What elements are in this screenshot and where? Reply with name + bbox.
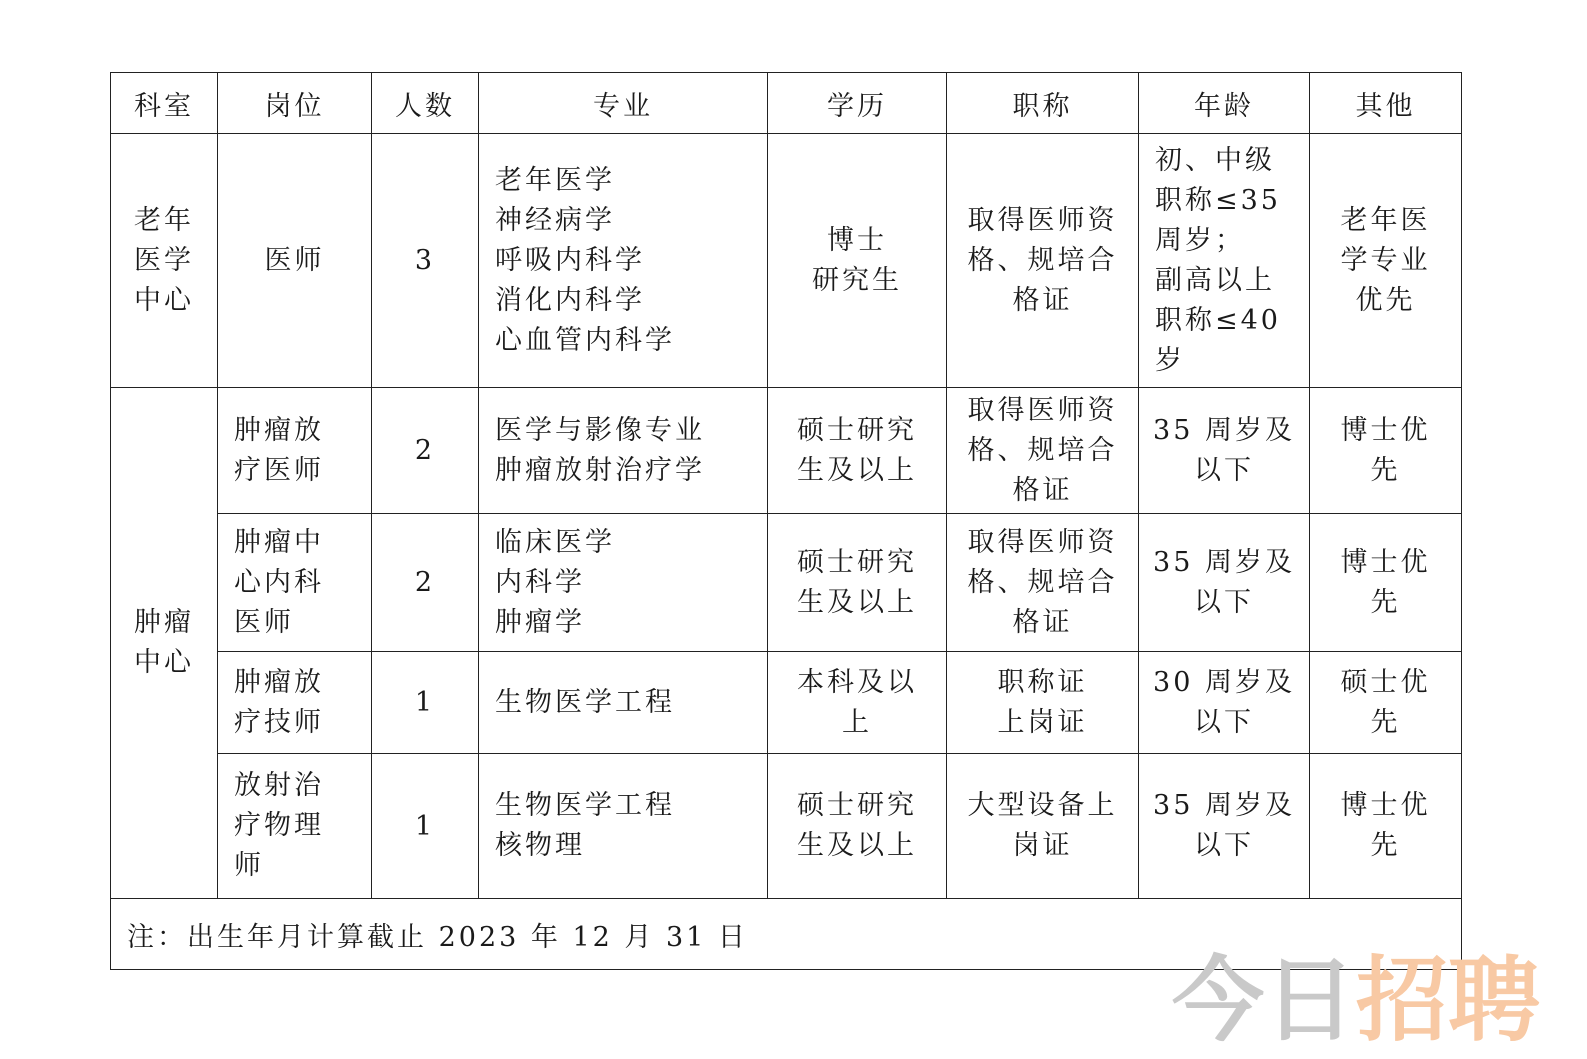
other-line: 先 xyxy=(1370,586,1401,618)
position-line: 疗物理 xyxy=(234,810,324,841)
dept-line: 中心 xyxy=(134,647,194,678)
dept-line: 医学 xyxy=(134,244,194,276)
position-line: 医师 xyxy=(234,606,294,638)
major-cell xyxy=(479,388,768,514)
count-cell: 1 xyxy=(372,652,479,754)
other-cell xyxy=(1310,134,1462,388)
major-cell xyxy=(479,754,768,899)
education-line: 硕士研究 xyxy=(797,414,917,446)
age-line: 以下 xyxy=(1194,706,1254,738)
title-cell xyxy=(947,754,1139,899)
header-education: 学历 xyxy=(768,73,947,134)
education-line: 生及以上 xyxy=(797,454,917,486)
other-cell xyxy=(1310,388,1462,514)
table-row xyxy=(111,134,1462,388)
major-cell xyxy=(479,652,768,754)
header-other: 其他 xyxy=(1310,73,1462,134)
position-cell xyxy=(218,134,372,388)
position-line: 疗技师 xyxy=(234,706,324,738)
major-line: 肿瘤学 xyxy=(495,606,585,638)
major-line: 生物医学工程 xyxy=(495,686,675,718)
position-line: 疗医师 xyxy=(234,454,324,486)
age-line: 35 周岁及 xyxy=(1153,546,1295,578)
count-cell: 1 xyxy=(372,754,479,899)
count-cell: 3 xyxy=(372,134,479,388)
major-line: 老年医学 xyxy=(495,164,615,196)
title-line: 职称证 xyxy=(997,666,1088,698)
education-cell xyxy=(768,514,947,652)
education-line: 生及以上 xyxy=(797,586,917,618)
other-line: 老年医 xyxy=(1340,204,1431,236)
other-line: 硕士优 xyxy=(1340,666,1431,698)
title-line: 取得医师资 xyxy=(967,204,1118,236)
header-row xyxy=(111,73,1462,134)
count-cell: 2 xyxy=(372,514,479,652)
header-count: 人数 xyxy=(372,73,479,134)
watermark-orange-text: 招聘 xyxy=(1356,947,1541,1054)
title-line: 格、规培合 xyxy=(967,434,1118,466)
birth-date-note: 注：出生年月计算截止 2023 年 12 月 31 日 xyxy=(111,899,1462,970)
age-line: 副高以上 xyxy=(1155,264,1275,296)
major-line: 消化内科学 xyxy=(495,284,645,316)
title-line: 取得医师资 xyxy=(967,394,1118,426)
position-line: 医师 xyxy=(264,244,325,276)
dept-cell xyxy=(111,388,218,899)
other-line: 学专业 xyxy=(1340,244,1431,276)
major-line: 内科学 xyxy=(495,566,585,598)
age-cell xyxy=(1139,388,1310,514)
education-line: 硕士研究 xyxy=(797,790,917,821)
title-line: 格证 xyxy=(1012,606,1073,638)
age-cell xyxy=(1139,754,1310,899)
age-cell xyxy=(1139,134,1310,388)
education-line: 本科及以 xyxy=(797,666,917,698)
title-line: 格、规培合 xyxy=(967,244,1118,276)
title-line: 格证 xyxy=(1012,474,1073,506)
table-row xyxy=(111,514,1462,652)
major-line: 神经病学 xyxy=(495,204,615,236)
dept-line: 中心 xyxy=(134,284,194,316)
header-major: 专业 xyxy=(479,73,768,134)
position-cell xyxy=(218,514,372,652)
recruitment-table xyxy=(110,72,1462,970)
age-line: 初、中级 xyxy=(1155,144,1275,176)
other-cell xyxy=(1310,652,1462,754)
table-row xyxy=(111,652,1462,754)
position-cell xyxy=(218,388,372,514)
age-line: 以下 xyxy=(1194,586,1254,618)
dept-line: 肿瘤 xyxy=(134,607,194,638)
education-cell xyxy=(768,652,947,754)
age-cell xyxy=(1139,514,1310,652)
major-line: 肿瘤放射治疗学 xyxy=(495,454,705,486)
position-line: 肿瘤放 xyxy=(234,414,324,446)
age-line: 职称≤40 xyxy=(1155,304,1281,336)
other-cell xyxy=(1310,514,1462,652)
education-cell xyxy=(768,134,947,388)
age-line: 职称≤35 xyxy=(1155,184,1281,216)
table-row xyxy=(111,754,1462,899)
position-line: 肿瘤中 xyxy=(234,526,324,558)
education-line: 上 xyxy=(842,706,872,738)
major-cell xyxy=(479,514,768,652)
header-age: 年龄 xyxy=(1139,73,1310,134)
position-line: 放射治 xyxy=(234,770,324,801)
education-line: 生及以上 xyxy=(797,830,917,861)
header-position: 岗位 xyxy=(218,73,372,134)
title-line: 格、规培合 xyxy=(967,566,1118,598)
major-line: 生物医学工程 xyxy=(495,790,675,821)
position-cell xyxy=(218,754,372,899)
other-line: 先 xyxy=(1370,830,1401,861)
title-line: 岗证 xyxy=(1012,830,1073,861)
age-line: 岁 xyxy=(1155,344,1185,376)
other-line: 博士优 xyxy=(1340,414,1431,446)
age-line: 周岁； xyxy=(1155,224,1245,256)
age-line: 35 周岁及 xyxy=(1153,790,1295,821)
major-line: 呼吸内科学 xyxy=(495,244,645,276)
title-cell xyxy=(947,134,1139,388)
education-line: 博士 xyxy=(827,224,887,256)
age-line: 35 周岁及 xyxy=(1153,414,1295,446)
age-cell xyxy=(1139,652,1310,754)
title-cell xyxy=(947,652,1139,754)
position-cell xyxy=(218,652,372,754)
other-line: 博士优 xyxy=(1340,790,1431,821)
title-line: 格证 xyxy=(1012,284,1073,316)
age-line: 以下 xyxy=(1194,830,1254,861)
major-cell xyxy=(479,134,768,388)
position-line: 心内科 xyxy=(234,566,324,598)
position-line: 师 xyxy=(234,850,264,881)
education-line: 硕士研究 xyxy=(797,546,917,578)
other-line: 先 xyxy=(1370,706,1401,738)
age-line: 30 周岁及 xyxy=(1153,666,1295,698)
dept-line: 老年 xyxy=(134,204,194,236)
other-line: 先 xyxy=(1370,454,1401,486)
title-cell xyxy=(947,388,1139,514)
education-cell xyxy=(768,754,947,899)
major-line: 临床医学 xyxy=(495,526,615,558)
title-line: 上岗证 xyxy=(997,706,1088,738)
other-line: 博士优 xyxy=(1340,546,1431,578)
title-line: 取得医师资 xyxy=(967,526,1118,558)
other-cell xyxy=(1310,754,1462,899)
major-line: 医学与影像专业 xyxy=(495,414,705,446)
header-dept: 科室 xyxy=(111,73,218,134)
age-line: 以下 xyxy=(1194,454,1254,486)
other-line: 优先 xyxy=(1355,284,1416,316)
count-cell: 2 xyxy=(372,388,479,514)
major-line: 心血管内科学 xyxy=(495,324,675,356)
dept-cell xyxy=(111,134,218,388)
jinri-zhaopin-watermark-logo xyxy=(1172,938,1572,1054)
major-line: 核物理 xyxy=(495,830,585,861)
header-title: 职称 xyxy=(947,73,1139,134)
title-cell xyxy=(947,514,1139,652)
education-cell xyxy=(768,388,947,514)
education-line: 研究生 xyxy=(812,264,902,296)
table-row xyxy=(111,388,1462,514)
title-line: 大型设备上 xyxy=(967,790,1118,821)
position-line: 肿瘤放 xyxy=(234,666,324,698)
watermark-gray-text: 今日 xyxy=(1172,947,1357,1054)
